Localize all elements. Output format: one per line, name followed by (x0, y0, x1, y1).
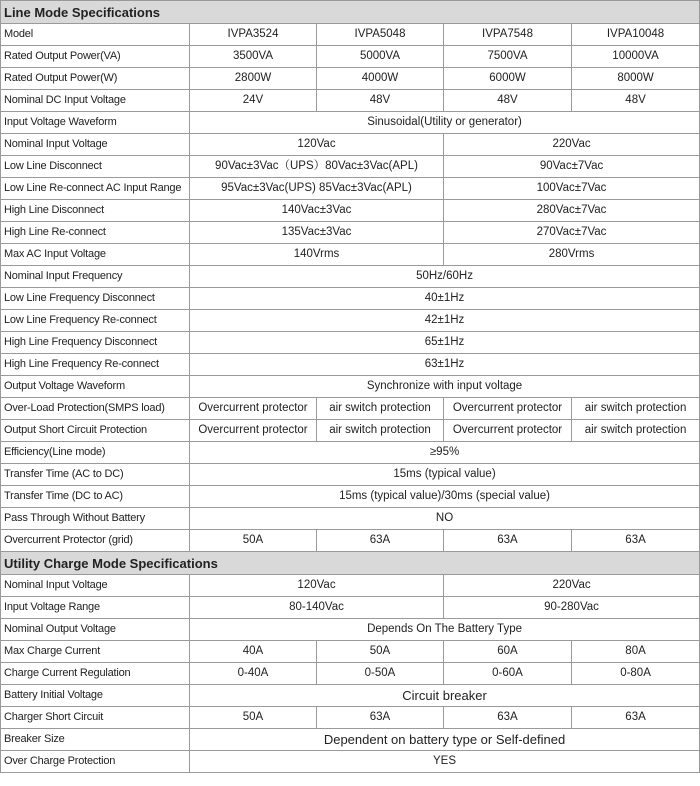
row-label: Transfer Time (DC to AC) (1, 486, 190, 508)
line-mode-section-header (1, 1, 700, 24)
row-label: Charge Current Regulation (1, 663, 190, 685)
row-label: Nominal Input Frequency (1, 266, 190, 288)
table-cell: Circuit breaker (190, 685, 700, 707)
table-row (1, 729, 700, 751)
table-cell: 15ms (typical value) (190, 464, 700, 486)
table-row (1, 288, 700, 310)
table-cell: 48V (572, 90, 700, 112)
table-row (1, 707, 700, 729)
table-cell: 8000W (572, 68, 700, 90)
table-cell: 50A (190, 530, 317, 552)
table-row (1, 90, 700, 112)
table-row (1, 222, 700, 244)
row-label: Overcurrent Protector (grid) (1, 530, 190, 552)
table-cell: 120Vac (190, 575, 444, 597)
table-cell: 63A (444, 707, 572, 729)
table-cell: Overcurrent protector (444, 398, 572, 420)
table-cell: 220Vac (444, 575, 700, 597)
section-title: Utility Charge Mode Specifications (1, 552, 700, 575)
table-row (1, 751, 700, 773)
table-cell: NO (190, 508, 700, 530)
row-label: Model (1, 24, 190, 46)
table-row (1, 46, 700, 68)
row-label: Rated Output Power(VA) (1, 46, 190, 68)
table-row (1, 530, 700, 552)
row-label: Pass Through Without Battery (1, 508, 190, 530)
table-cell: IVPA10048 (572, 24, 700, 46)
table-cell: air switch protection (317, 398, 444, 420)
spec-table-body (1, 1, 700, 773)
table-cell: 0-80A (572, 663, 700, 685)
table-row (1, 641, 700, 663)
table-cell: 7500VA (444, 46, 572, 68)
row-label: Battery Initial Voltage (1, 685, 190, 707)
table-cell: Depends On The Battery Type (190, 619, 700, 641)
table-cell: 2800W (190, 68, 317, 90)
table-cell: 63A (444, 530, 572, 552)
table-cell: 95Vac±3Vac(UPS) 85Vac±3Vac(APL) (190, 178, 444, 200)
table-cell: YES (190, 751, 700, 773)
table-row (1, 244, 700, 266)
row-label: Low Line Frequency Re-connect (1, 310, 190, 332)
table-row (1, 332, 700, 354)
table-row (1, 266, 700, 288)
table-cell: 6000W (444, 68, 572, 90)
table-cell: 90Vac±7Vac (444, 156, 700, 178)
table-row (1, 464, 700, 486)
table-cell: 65±1Hz (190, 332, 700, 354)
table-cell: 100Vac±7Vac (444, 178, 700, 200)
table-cell: 80-140Vac (190, 597, 444, 619)
table-cell: 90-280Vac (444, 597, 700, 619)
row-label: High Line Frequency Disconnect (1, 332, 190, 354)
table-cell: 5000VA (317, 46, 444, 68)
table-cell: Overcurrent protector (444, 420, 572, 442)
table-cell: Synchronize with input voltage (190, 376, 700, 398)
table-cell: 120Vac (190, 134, 444, 156)
table-cell: 40A (190, 641, 317, 663)
table-cell: 48V (444, 90, 572, 112)
table-cell: 63±1Hz (190, 354, 700, 376)
table-cell: air switch protection (317, 420, 444, 442)
table-cell: 63A (572, 707, 700, 729)
section-title: Line Mode Specifications (1, 1, 700, 24)
table-row (1, 663, 700, 685)
table-cell: Dependent on battery type or Self-defined (190, 729, 700, 751)
table-cell: 24V (190, 90, 317, 112)
table-row (1, 420, 700, 442)
row-label: Low Line Disconnect (1, 156, 190, 178)
row-label: Nominal Output Voltage (1, 619, 190, 641)
row-label: Input Voltage Waveform (1, 112, 190, 134)
table-row (1, 597, 700, 619)
table-cell: 3500VA (190, 46, 317, 68)
table-cell: 15ms (typical value)/30ms (special value) (190, 486, 700, 508)
row-label: High Line Disconnect (1, 200, 190, 222)
row-label: Efficiency(Line mode) (1, 442, 190, 464)
table-cell: 42±1Hz (190, 310, 700, 332)
row-label: Output Voltage Waveform (1, 376, 190, 398)
table-row (1, 354, 700, 376)
row-label: Max AC Input Voltage (1, 244, 190, 266)
row-label: Nominal Input Voltage (1, 575, 190, 597)
table-row (1, 575, 700, 597)
table-row (1, 310, 700, 332)
table-cell: Sinusoidal(Utility or generator) (190, 112, 700, 134)
row-label: Low Line Frequency Disconnect (1, 288, 190, 310)
row-label: Nominal Input Voltage (1, 134, 190, 156)
table-row (1, 376, 700, 398)
row-label: High Line Re-connect (1, 222, 190, 244)
table-row (1, 178, 700, 200)
table-cell: 63A (572, 530, 700, 552)
table-cell: Overcurrent protector (190, 420, 317, 442)
table-row (1, 200, 700, 222)
utility-charge-section-header (1, 552, 700, 575)
table-cell: 0-60A (444, 663, 572, 685)
table-row (1, 156, 700, 178)
table-cell: 135Vac±3Vac (190, 222, 444, 244)
table-cell: 270Vac±7Vac (444, 222, 700, 244)
table-cell: 50A (190, 707, 317, 729)
table-cell: 220Vac (444, 134, 700, 156)
table-row (1, 685, 700, 707)
row-label: Nominal DC Input Voltage (1, 90, 190, 112)
table-cell: ≥95% (190, 442, 700, 464)
table-cell: 40±1Hz (190, 288, 700, 310)
row-label: Input Voltage Range (1, 597, 190, 619)
table-cell: 280Vrms (444, 244, 700, 266)
table-cell: 48V (317, 90, 444, 112)
row-label: High Line Frequency Re-connect (1, 354, 190, 376)
row-label: Charger Short Circuit (1, 707, 190, 729)
table-row (1, 398, 700, 420)
table-cell: air switch protection (572, 420, 700, 442)
table-cell: Overcurrent protector (190, 398, 317, 420)
row-label: Transfer Time (AC to DC) (1, 464, 190, 486)
table-cell: 0-40A (190, 663, 317, 685)
table-cell: 80A (572, 641, 700, 663)
table-cell: 0-50A (317, 663, 444, 685)
row-label: Breaker Size (1, 729, 190, 751)
table-row (1, 68, 700, 90)
table-row (1, 486, 700, 508)
row-label: Max Charge Current (1, 641, 190, 663)
row-label: Over-Load Protection(SMPS load) (1, 398, 190, 420)
table-cell: 63A (317, 530, 444, 552)
table-cell: 4000W (317, 68, 444, 90)
table-row (1, 442, 700, 464)
row-label: Low Line Re-connect AC Input Range (1, 178, 190, 200)
table-cell: IVPA7548 (444, 24, 572, 46)
table-cell: 10000VA (572, 46, 700, 68)
table-cell: 60A (444, 641, 572, 663)
table-cell: IVPA5048 (317, 24, 444, 46)
table-row (1, 619, 700, 641)
table-cell: 90Vac±3Vac（UPS）80Vac±3Vac(APL) (190, 156, 444, 178)
table-cell: air switch protection (572, 398, 700, 420)
row-label: Output Short Circuit Protection (1, 420, 190, 442)
table-row (1, 112, 700, 134)
table-cell: 63A (317, 707, 444, 729)
row-label: Over Charge Protection (1, 751, 190, 773)
table-cell: 140Vrms (190, 244, 444, 266)
table-cell: IVPA3524 (190, 24, 317, 46)
table-cell: 140Vac±3Vac (190, 200, 444, 222)
row-label: Rated Output Power(W) (1, 68, 190, 90)
table-cell: 280Vac±7Vac (444, 200, 700, 222)
table-row (1, 508, 700, 530)
table-cell: 50A (317, 641, 444, 663)
table-cell: 50Hz/60Hz (190, 266, 700, 288)
table-row (1, 24, 700, 46)
table-row (1, 134, 700, 156)
